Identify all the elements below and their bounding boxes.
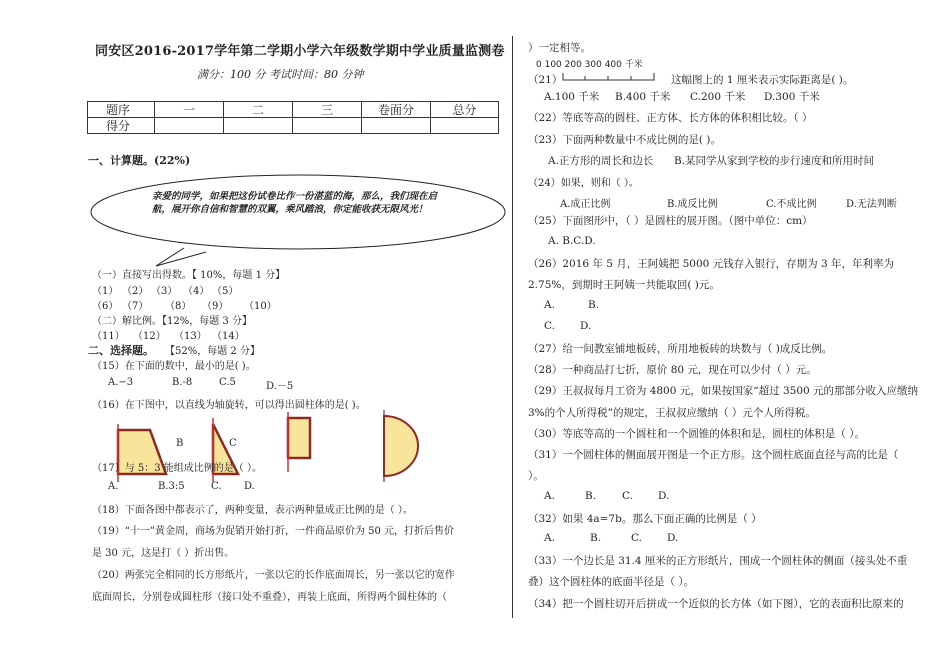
q15-option[interactable]: A.−3	[108, 377, 134, 388]
sub1-item: （5）	[212, 286, 239, 297]
q24-option[interactable]: B.成反比例	[667, 199, 718, 210]
question-22: （22）等底等高的圆柱、正方体、长方体的体积相比较。（ ）	[528, 112, 813, 124]
q15-option[interactable]: C.5	[219, 377, 236, 388]
q26-option[interactable]: C.	[544, 320, 555, 332]
scale-bar-labels: 0 100 200 300 400 千米	[536, 60, 643, 70]
q31-option[interactable]: B.	[585, 490, 597, 502]
sub2-item: （13）	[174, 331, 207, 342]
sub1-item: （10）	[244, 301, 277, 312]
q31-option[interactable]: D.	[658, 490, 670, 502]
q15-option[interactable]: B.-8	[172, 377, 193, 388]
score-table-cell: 二	[224, 102, 293, 118]
q31-option[interactable]: C.	[622, 490, 633, 502]
q21-option[interactable]: C.200 千米	[690, 91, 746, 103]
sub2-item: （14）	[212, 331, 245, 342]
sub2-item: （12）	[133, 331, 166, 342]
question-29-line2: 3%的个人所得税”的规定，王叔叔应缴纳（ ）元个人所得税。	[528, 407, 816, 419]
question-19-line1: （19）“十一”黄金周，商场为促销开始打折，一件商品原价为 50 元，打折后售价	[92, 526, 455, 537]
question-19-line2: 是 30 元，这是打（ ）折出售。	[92, 548, 235, 559]
score-table-cell: 卷面分	[362, 102, 431, 118]
semicircle-shape	[384, 416, 418, 476]
question-24: （24）如果，则和（ ）。	[528, 178, 639, 189]
sub1-heading: （一）直接写出得数。【 10%，每题 1 分】	[92, 270, 286, 281]
rectangle-shape	[288, 418, 310, 458]
q32-option[interactable]: C.	[631, 532, 642, 544]
q26-option[interactable]: A.	[544, 299, 555, 311]
question-23: （23）下面两种数量中不成比例的是( )。	[528, 134, 721, 146]
question-27: （27）给一间教室铺地板砖，所用地板砖的块数与（ )成反比例。	[528, 343, 833, 355]
q24-option[interactable]: A.成正比例	[560, 199, 611, 210]
q23-option[interactable]: A.正方形的周长和边长	[548, 155, 654, 167]
question-30: （30）等底等高的一个圆柱和一个圆锥的体积和是，圆柱的体积是（ ）。	[528, 428, 865, 440]
question-17: （17）与 5：3 能组成比例的是（ ）。	[92, 463, 262, 474]
score-input-cell[interactable]	[155, 118, 224, 134]
score-table	[87, 101, 499, 134]
score-table-cell: 得分	[88, 118, 155, 134]
q24-option[interactable]: C.不成比例	[766, 199, 817, 210]
q32-option[interactable]: A.	[544, 532, 555, 544]
question-34: （34）把一个圆柱切开后拼成一个近似的长方体（如下图），它的表面积比原来的	[528, 598, 904, 610]
score-input-cell[interactable]	[224, 118, 293, 134]
sub1-item: （6）	[92, 301, 119, 312]
sub1-item: （9）	[202, 301, 229, 312]
sub1-item: （1）	[92, 286, 119, 297]
q15-option[interactable]: D.－5	[266, 381, 294, 392]
question-21: （21）	[528, 74, 563, 86]
q26-option[interactable]: B.	[588, 299, 600, 311]
score-table-cell: 题序	[88, 102, 155, 118]
question-25: （25）下面图形中，（ ）是圆柱的展开图。（图中单位：cm）	[528, 215, 813, 227]
q32-option[interactable]: D.	[667, 532, 679, 544]
exam-title: 同安区2016-2017学年第二学期小学六年级数学期中学业质量监测卷	[95, 44, 505, 59]
question-32: （32）如果 4a=7b。那么下面正确的比例是（ ）	[528, 513, 762, 525]
q24-option[interactable]: D.无法判断	[846, 199, 897, 210]
q23-option[interactable]: B.某同学从家到学校的步行速度和所用时间	[674, 155, 875, 167]
sub1-item: （7）	[122, 301, 149, 312]
section2-score: 【52%，每题 2 分】	[165, 346, 260, 357]
speech-bubble	[88, 172, 508, 272]
score-table-cell: 一	[155, 102, 224, 118]
score-input-cell[interactable]	[362, 118, 431, 134]
q21-option[interactable]: D.300 千米	[764, 91, 820, 103]
question-16: （16）在下图中，以直线为轴旋转，可以得出圆柱体的是( )。	[92, 400, 366, 411]
q21-option[interactable]: B.400 千米	[615, 91, 671, 103]
question-31-line2: ）。	[528, 470, 544, 482]
scale-bar	[562, 71, 662, 83]
q25-options[interactable]: A. B.C.D.	[548, 235, 596, 247]
question-20-line1: （20）两张完全相同的长方形纸片，一张以它的长作底面周长，另一张以它的宽作	[92, 570, 455, 581]
question-33-line2: 叠）这个圆柱体的底面半径是（ ）。	[528, 576, 695, 588]
q17-option[interactable]: A.	[108, 481, 119, 492]
question-20-line2: 底面周长，分别卷成圆柱形（接口处不重叠），再装上底面，所得两个圆柱体的（	[92, 592, 447, 603]
question-28: （28）一种商品打七折，原价 80 元，现在可以少付（ ）元。	[528, 364, 817, 376]
score-input-cell[interactable]	[431, 118, 499, 134]
q17-option[interactable]: D.	[244, 481, 255, 492]
score-table-cell: 三	[293, 102, 362, 118]
score-table-cell: 总分	[431, 102, 499, 118]
sub1-item: （3）	[151, 286, 178, 297]
question-26-line1: （26）2016 年 5 月，王阿姨把 5000 元钱存入银行，存期为 3 年，年利率为	[528, 258, 895, 270]
q32-option[interactable]: B.	[590, 532, 602, 544]
q21-option[interactable]: A.100 千米	[544, 91, 600, 103]
q16-option-label[interactable]: C	[229, 438, 237, 449]
section2-title: 二、选择题。	[88, 344, 154, 357]
question-21-text: 这幅图上的 1 厘米表示实际距离是( )。	[671, 74, 854, 86]
exam-subtitle: 满分：100 分 考试时间：80 分钟	[197, 68, 364, 81]
sub1-item: （4）	[183, 286, 210, 297]
greeting-text: 亲爱的同学，如果把这份试卷比作一份湛蓝的海，那么，我们现在启航，展开你自信和智慧的双翼，乘风踏浪，你定能收获无限风光！	[152, 191, 438, 215]
question-26-line2: 2.75%，到期时王阿姨一共能取回( )元。	[528, 279, 720, 291]
question-33-line1: （33）一个边长是 31.4 厘米的正方形纸片，围成一个圆柱体的侧面（接头处不重	[528, 555, 908, 567]
section1-title: 一、计算题。(22%)	[88, 154, 191, 167]
question-31-line1: （31）一个圆柱体的侧面展开图是一个正方形。这个圆柱底面直径与高的比是（	[528, 449, 899, 461]
column-divider	[512, 36, 513, 618]
score-input-cell[interactable]	[293, 118, 362, 134]
question-18: （18）下面各图中都表示了，两种变量，表示两种量成正比例的是（ ）。	[92, 505, 413, 516]
score-table-score-row	[88, 118, 499, 134]
q26-option[interactable]: D.	[580, 320, 592, 332]
q31-option[interactable]: A.	[544, 490, 555, 502]
sub2-heading: （二）解比例。【12%，每题 3 分】	[92, 316, 252, 327]
sub2-item: （11）	[92, 331, 125, 342]
q17-option[interactable]: C.	[211, 481, 222, 492]
q16-option-label[interactable]: B	[176, 438, 184, 449]
sub1-item: （8）	[165, 301, 192, 312]
q20-continuation: ）一定相等。	[528, 42, 591, 54]
score-table-header-row	[88, 102, 499, 118]
question-29-line1: （29）王叔叔每月工资为 4800 元，如果按国家“超过 3500 元的那部分收入应缴纳	[528, 385, 919, 397]
sub1-item: （2）	[122, 286, 149, 297]
q17-option[interactable]: B.3:5	[158, 481, 185, 492]
question-15: （15）在下面的数中，最小的是( )。	[92, 361, 256, 372]
